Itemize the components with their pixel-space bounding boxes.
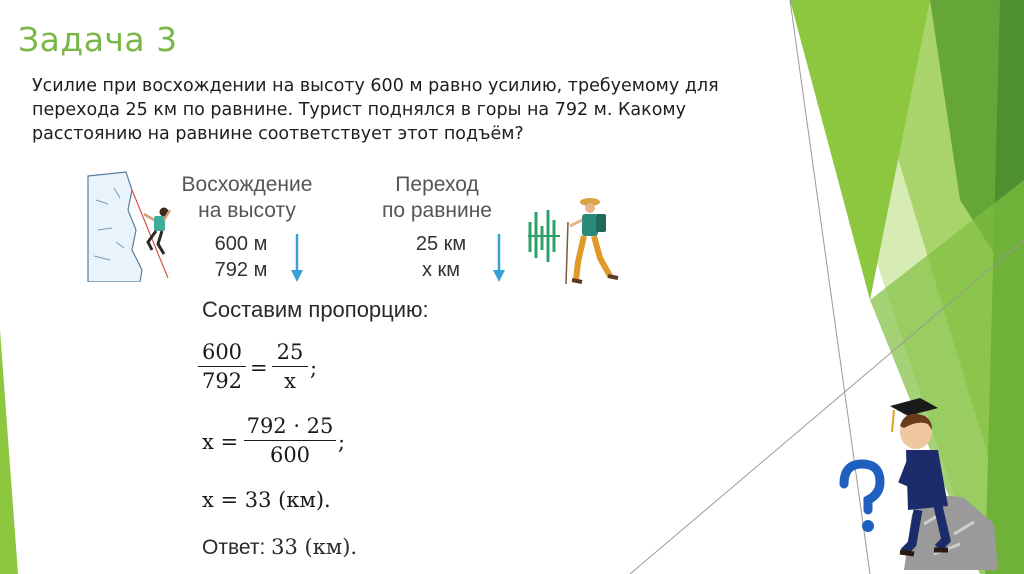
arrow-down-icon xyxy=(288,232,306,284)
fraction-denominator: 600 xyxy=(269,443,311,467)
walk-value-x: х км xyxy=(421,259,461,281)
equation2-lhs: x = xyxy=(202,430,239,454)
answer-value: 33 (км). xyxy=(271,535,358,559)
fraction-numerator: 25 xyxy=(272,340,308,367)
walk-value-25: 25 км xyxy=(415,233,467,255)
task-text: Усилие при восхождении на высоту 600 м равно усилию, требуемому для перехода 25 км по равнине. Турист поднялся в горы на 792 м. Какому расстоянию на равнине соответствует этот подъём? xyxy=(32,76,719,144)
equals-sign: = xyxy=(250,356,268,380)
equation3: x = 33 (км). xyxy=(202,488,331,512)
answer-line xyxy=(202,535,357,560)
climb-label-line2: на высоту xyxy=(198,199,296,222)
slide-title: Задача 3 xyxy=(18,20,178,59)
fraction-numerator: 600 xyxy=(198,340,246,367)
equation-end: ; xyxy=(310,356,318,380)
fraction-numerator: 792 · 25 xyxy=(244,414,336,441)
walk-label-line1: Переход xyxy=(395,173,479,196)
climb-label-line1: Восхождение xyxy=(181,173,313,196)
climb-value-600: 600 м xyxy=(214,233,268,255)
walk-label-line2: по равнине xyxy=(381,199,492,222)
hiker-icon xyxy=(526,192,624,288)
fraction-denominator: 792 xyxy=(201,369,243,393)
fraction-denominator: x xyxy=(284,369,296,393)
solution-heading: Составим пропорцию: xyxy=(202,297,429,322)
climb-value-792: 792 м xyxy=(214,259,268,281)
answer-label: Ответ: xyxy=(202,536,266,559)
thinking-student-icon xyxy=(834,394,1004,570)
fraction-600-792 xyxy=(198,340,246,393)
climber-icon xyxy=(86,170,176,282)
equation-end: ; xyxy=(338,430,346,454)
arrow-down-icon xyxy=(490,232,508,284)
fraction-product xyxy=(244,414,336,467)
fraction-25-x xyxy=(272,340,308,393)
